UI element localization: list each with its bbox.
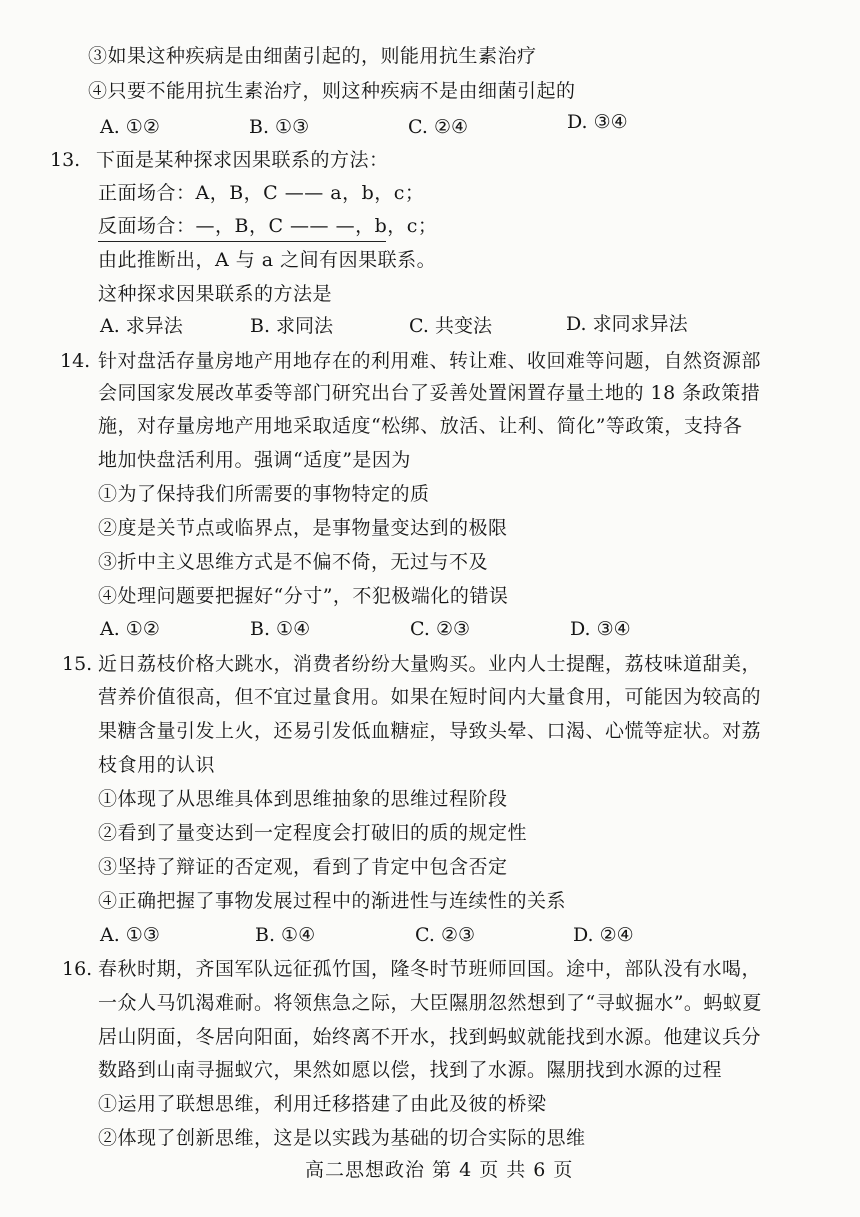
q15-number: 15. <box>62 653 93 675</box>
q15-item-3: ③坚持了辩证的否定观，看到了肯定中包含否定 <box>98 856 508 878</box>
q13-option-a: A. 求异法 <box>100 315 183 337</box>
q15-option-a: A. ①③ <box>100 924 160 946</box>
q15-stem-line-4: 枝食用的认识 <box>98 754 216 776</box>
q14-option-a: A. ①② <box>100 618 160 640</box>
q16-stem-line-2: 一众人马饥渴难耐。将领焦急之际，大臣隰朋忽然想到了“寻蚁掘水”。蚂蚁夏 <box>98 992 762 1014</box>
q15-option-b: B. ①④ <box>255 924 316 946</box>
q14-stem-line-3: 施，对存量房地产用地采取适度“松绑、放活、让利、简化”等政策，支持各 <box>98 415 743 437</box>
q13-divider <box>98 241 386 242</box>
q15-item-1: ①体现了从思维具体到思维抽象的思维过程阶段 <box>98 788 508 810</box>
q14-item-3: ③折中主义思维方式是不偏不倚，无过与不及 <box>98 551 489 573</box>
q13-line-negative: 反面场合：—，B，C —— —，b，c； <box>98 215 438 237</box>
q14-item-2: ②度是关节点或临界点，是事物量变达到的极限 <box>98 517 508 539</box>
q16-stem-line-4: 数路到山南寻掘蚁穴，果然如愿以偿，找到了水源。隰朋找到水源的过程 <box>98 1059 723 1081</box>
q14-stem-line-1: 针对盘活存量房地产用地存在的利用难、转让难、收回难等问题，自然资源部 <box>98 350 762 372</box>
q14-option-d: D. ③④ <box>570 618 631 640</box>
q15-stem-line-3: 果糖含量引发上火，还易引发低血糖症，导致头晕、口渴、心慌等症状。对荔 <box>98 720 762 742</box>
q16-stem-line-3: 居山阴面，冬居向阳面，始终离不开水，找到蚂蚁就能找到水源。他建议兵分 <box>98 1026 762 1048</box>
q13-number: 13. <box>50 149 81 171</box>
q14-item-1: ①为了保持我们所需要的事物特定的质 <box>98 483 430 505</box>
q15-stem-line-2: 营养价值很高，但不宜过量食用。如果在短时间内大量食用，可能因为较高的 <box>98 686 762 708</box>
q15-item-2: ②看到了量变达到一定程度会打破旧的质的规定性 <box>98 822 528 844</box>
q14-option-c: C. ②③ <box>410 618 471 640</box>
q13-option-d: D. 求同求异法 <box>566 313 688 335</box>
q12-option-c: C. ②④ <box>408 116 469 138</box>
q16-stem-line-1: 春秋时期，齐国军队远征孤竹国，隆冬时节班师回国。途中，部队没有水喝， <box>98 958 762 980</box>
q12-option-b: B. ①③ <box>249 116 310 138</box>
q13-option-b: B. 求同法 <box>250 315 334 337</box>
page-footer: 高二思想政治 第 4 页 共 6 页 <box>305 1159 574 1181</box>
q13-inference: 由此推断出，A 与 a 之间有因果联系。 <box>98 249 437 271</box>
q12-option-d: D. ③④ <box>567 111 628 133</box>
q13-line-positive: 正面场合：A，B，C —— a，b，c； <box>98 182 425 204</box>
q14-item-4: ④处理问题要把握好“分寸”，不犯极端化的错误 <box>98 585 509 607</box>
q16-item-1: ①运用了联想思维，利用迁移搭建了由此及彼的桥梁 <box>98 1093 547 1115</box>
q15-option-c: C. ②③ <box>415 924 476 946</box>
q14-stem-line-2: 会同国家发展改革委等部门研究出台了妥善处置闲置存量土地的 18 条政策措 <box>98 382 761 404</box>
q15-stem-line-1: 近日荔枝价格大跳水，消费者纷纷大量购买。业内人士提醒，荔枝味道甜美， <box>98 653 762 675</box>
q12-item-4: ④只要不能用抗生素治疗，则这种疾病不是由细菌引起的 <box>88 80 576 102</box>
q13-question: 这种探求因果联系的方法是 <box>98 283 333 305</box>
q14-stem-line-4: 地加快盘活利用。强调“适度”是因为 <box>98 449 411 471</box>
q15-option-d: D. ②④ <box>573 924 634 946</box>
q15-item-4: ④正确把握了事物发展过程中的渐进性与连续性的关系 <box>98 890 567 912</box>
q12-option-a: A. ①② <box>100 116 160 138</box>
q13-stem: 下面是某种探求因果联系的方法： <box>96 149 389 171</box>
q14-option-b: B. ①④ <box>250 618 311 640</box>
q12-item-3: ③如果这种疾病是由细菌引起的，则能用抗生素治疗 <box>88 45 537 67</box>
q13-option-c: C. 共变法 <box>409 315 492 337</box>
q16-item-2: ②体现了创新思维，这是以实践为基础的切合实际的思维 <box>98 1127 586 1149</box>
q14-number: 14. <box>60 350 91 372</box>
q16-number: 16. <box>62 958 93 980</box>
